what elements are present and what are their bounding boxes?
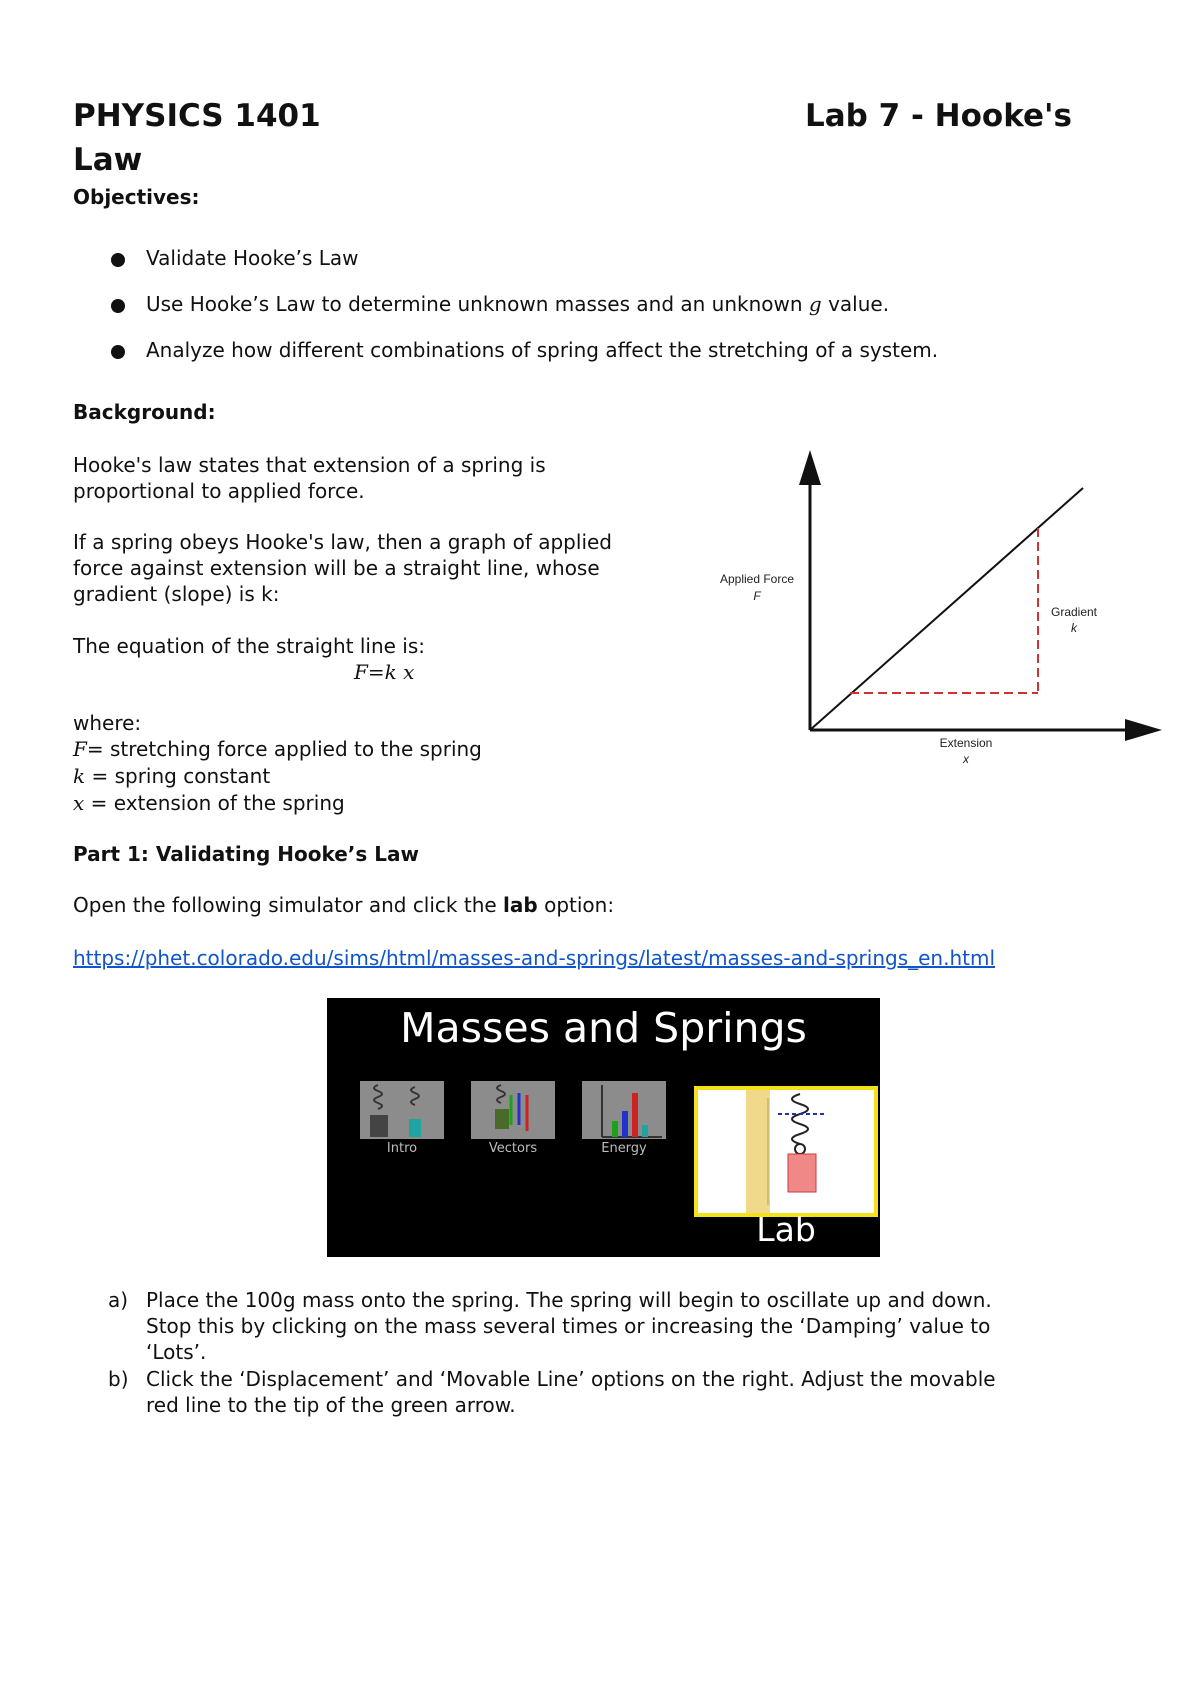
part1-heading: Part 1: Validating Hooke’s Law	[73, 842, 419, 866]
energy-screen-label: Energy	[601, 1141, 647, 1156]
energy-screen-thumbnail[interactable]	[582, 1081, 666, 1139]
vectors-screen-thumbnail[interactable]	[471, 1081, 555, 1139]
simulator-screenshot	[327, 998, 880, 1257]
bullet-icon	[111, 345, 125, 359]
definition-spring-constant: k = spring constant	[73, 764, 271, 788]
gradient-label: Gradient	[1050, 605, 1098, 619]
step-b	[108, 1366, 1108, 1418]
step-b-label: b)	[108, 1367, 129, 1391]
definition-force: F= stretching force applied to the spring	[73, 737, 482, 761]
simulator-link[interactable]: https://phet.colorado.edu/sims/html/masses-and-springs/latest/masses-and-springs_en.html	[73, 946, 996, 970]
step-a	[108, 1287, 1108, 1365]
bullet-icon	[111, 253, 125, 267]
y-axis-symbol: F	[753, 589, 761, 603]
step-b-text: Click the ‘Displacement’ and ‘Movable Line’ options on the right. Adjust the movable red line to the tip of the green arrow.	[146, 1367, 996, 1417]
lab-spring-icon	[698, 1090, 874, 1213]
y-axis-arrow-icon	[799, 450, 821, 485]
lab-title: Lab 7 - Hooke's	[805, 98, 1072, 134]
where-label: where:	[73, 711, 142, 735]
objectives-list	[108, 245, 1108, 383]
hookes-law-graph	[700, 440, 1170, 780]
vectors-arrows-icon	[471, 1081, 555, 1139]
intro-screen-label: Intro	[386, 1141, 418, 1156]
step-a-label: a)	[108, 1288, 129, 1312]
equation-intro: The equation of the straight line is:	[73, 634, 426, 658]
intro-screen-thumbnail[interactable]	[360, 1081, 444, 1139]
x-axis-label: Extension	[939, 736, 993, 750]
lab-screen-label: Lab	[756, 1210, 816, 1249]
gradient-symbol: k	[1071, 621, 1077, 635]
equation: F=k x	[354, 660, 415, 684]
lab-title-continued: Law	[73, 142, 143, 178]
part1-instruction: Open the following simulator and click the lab option:	[73, 893, 615, 917]
lab-screen-thumbnail[interactable]	[694, 1086, 878, 1217]
objective-item: Analyze how different combinations of spring affect the stretching of a system.	[108, 337, 1108, 363]
x-axis-arrow-icon	[1125, 719, 1162, 741]
x-axis-symbol: x	[963, 752, 969, 766]
background-heading: Background:	[73, 400, 216, 424]
intro-spring-icon	[360, 1081, 444, 1139]
step-a-text: Place the 100g mass onto the spring. The spring will begin to oscillate up and down. Stop this by clicking on the mass several times or increasing the ‘Damping’ value to ‘Lots’.	[146, 1288, 992, 1364]
definition-extension: x = extension of the spring	[73, 791, 345, 815]
background-paragraph-2: If a spring obeys Hooke's law, then a graph of applied force against extension will be a straight line, whose gradient (slope) is k:	[73, 530, 612, 606]
objective-item: Use Hooke’s Law to determine unknown masses and an unknown g value.	[108, 291, 1108, 317]
objectives-heading: Objectives:	[73, 185, 200, 209]
vectors-screen-label: Vectors	[488, 1141, 538, 1156]
y-axis-label: Applied Force	[719, 572, 795, 586]
course-title: PHYSICS 1401	[73, 98, 321, 134]
bullet-icon	[111, 299, 125, 313]
energy-bars-icon	[582, 1081, 666, 1139]
objective-item: Validate Hooke’s Law	[108, 245, 1108, 271]
simulator-title: Masses and Springs	[400, 1004, 807, 1052]
background-paragraph-1: Hooke's law states that extension of a spring is proportional to applied force.	[73, 453, 546, 503]
